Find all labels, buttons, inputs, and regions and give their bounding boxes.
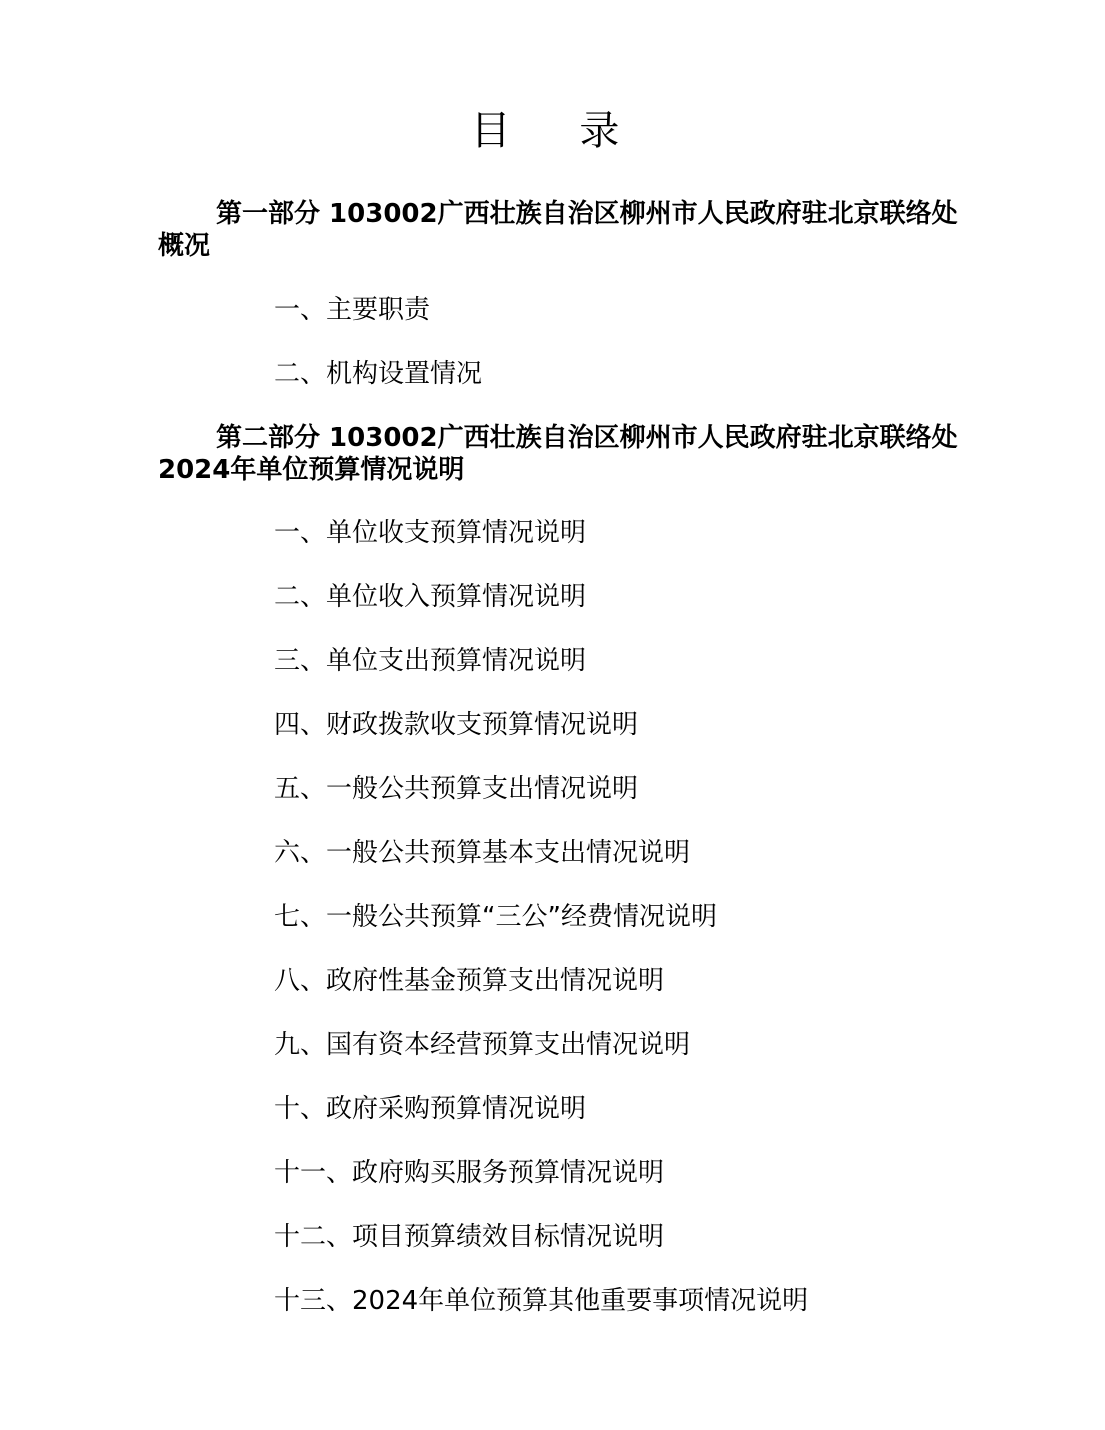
toc-item-other-matters[interactable]: 十三、2024年单位预算其他重要事项情况说明 [274, 1286, 809, 1316]
toc-item-org-setup[interactable]: 二、机构设置情况 [274, 359, 483, 389]
toc-item-state-capital[interactable]: 九、国有资本经营预算支出情况说明 [274, 1030, 691, 1060]
toc-item-revenue-expenditure[interactable]: 一、单位收支预算情况说明 [274, 518, 587, 548]
toc-item-basic-expenditure[interactable]: 六、一般公共预算基本支出情况说明 [274, 838, 691, 868]
toc-item-general-public-budget[interactable]: 五、一般公共预算支出情况说明 [274, 774, 639, 804]
toc-item-three-public-expenses[interactable]: 七、一般公共预算“三公”经费情况说明 [274, 902, 717, 932]
part-2-heading[interactable]: 第二部分 103002广西壮族自治区柳州市人民政府驻北京联络处2024年单位预算情况说明 [158, 423, 958, 485]
toc-item-revenue[interactable]: 二、单位收入预算情况说明 [274, 582, 587, 612]
toc-item-purchased-services[interactable]: 十一、政府购买服务预算情况说明 [274, 1158, 665, 1188]
toc-item-expenditure[interactable]: 三、单位支出预算情况说明 [274, 646, 587, 676]
toc-item-fiscal-appropriation[interactable]: 四、财政拨款收支预算情况说明 [274, 710, 639, 740]
toc-item-government-procurement[interactable]: 十、政府采购预算情况说明 [274, 1094, 587, 1124]
part-1-heading[interactable]: 第一部分 103002广西壮族自治区柳州市人民政府驻北京联络处概况 [158, 199, 958, 261]
toc-item-government-fund[interactable]: 八、政府性基金预算支出情况说明 [274, 966, 665, 996]
toc-item-main-duties[interactable]: 一、主要职责 [274, 295, 431, 325]
page-title: 目 录 [470, 108, 648, 154]
toc-item-performance-targets[interactable]: 十二、项目预算绩效目标情况说明 [274, 1222, 665, 1252]
